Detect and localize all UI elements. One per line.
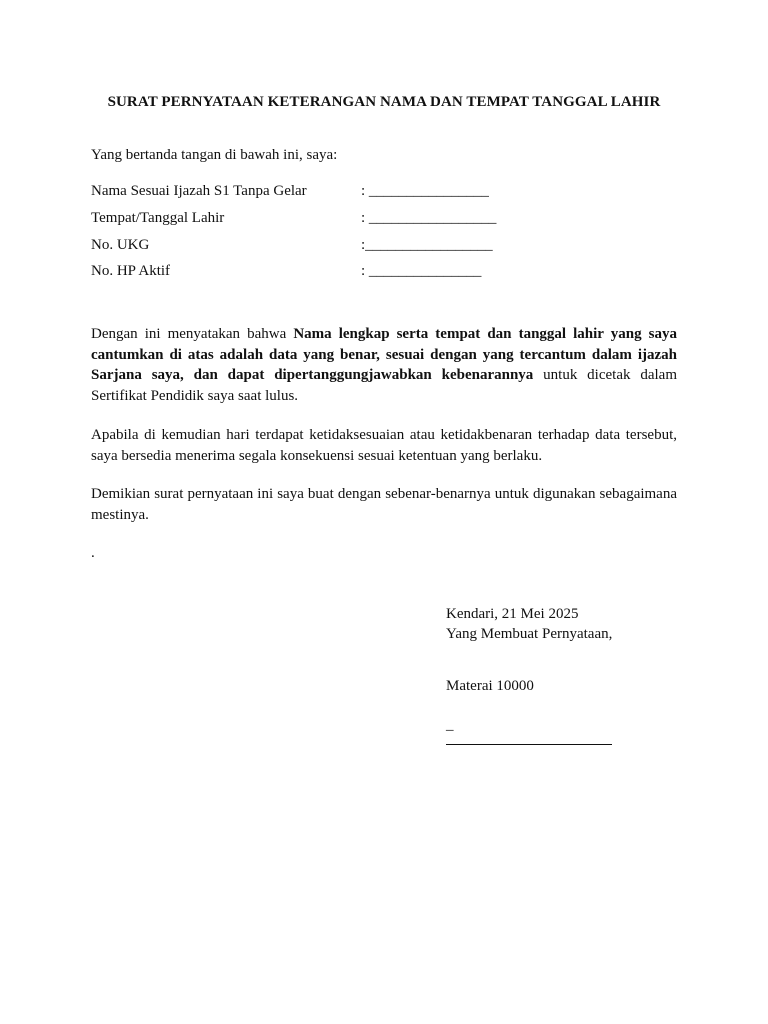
stray-dot: . [91,545,95,561]
field-label-ukg: No. UKG [91,237,150,253]
closing-paragraph: Demikian surat pernyataan ini saya buat dengan sebenar-benarnya untuk digunakan sebagaimana mestinya. [91,486,677,523]
field-blank-phone: : _______________ [361,263,482,279]
signature-place-date: Kendari, 21 Mei 2025 [446,606,579,622]
statement-pre: Dengan ini menyatakan bahwa [91,326,294,342]
signature-line [446,744,612,745]
statement-bold: Nama lengkap serta tempat dan tanggal lahir yang saya cantumkan di atas adalah data yang benar, sesuai dengan yang tercantum dalam ijazah Sarjana saya, dan dapat dipertanggungjawabkan kebenarannya [91,326,677,383]
field-blank-ukg: :_________________ [361,237,493,253]
field-blank-birth: : _________________ [361,210,497,226]
intro-text: Yang bertanda tangan di bawah ini, saya: [91,147,338,163]
field-label-phone: No. HP Aktif [91,263,171,279]
signature-maker: Yang Membuat Pernyataan, [446,626,613,642]
statement-paragraph [91,324,677,406]
statement-post: untuk dicetak dalam Sertifikat Pendidik saya saat lulus. [91,367,677,404]
signature-dash: _ [446,717,454,733]
field-label-name: Nama Sesuai Ijazah S1 Tanpa Gelar [91,183,307,199]
consequence-paragraph: Apabila di kemudian hari terdapat ketidaksesuaian atau ketidakbenaran terhadap data tersebut, saya bersedia menerima segala konsekuensi sesuai ketentuan yang berlaku. [91,427,677,464]
signature-stamp: Materai 10000 [446,678,534,694]
document-title: SURAT PERNYATAAN KETERANGAN NAMA DAN TEMPAT TANGGAL LAHIR [107,94,661,110]
field-label-birth: Tempat/Tanggal Lahir [91,210,225,226]
field-blank-name: : ________________ [361,183,489,199]
